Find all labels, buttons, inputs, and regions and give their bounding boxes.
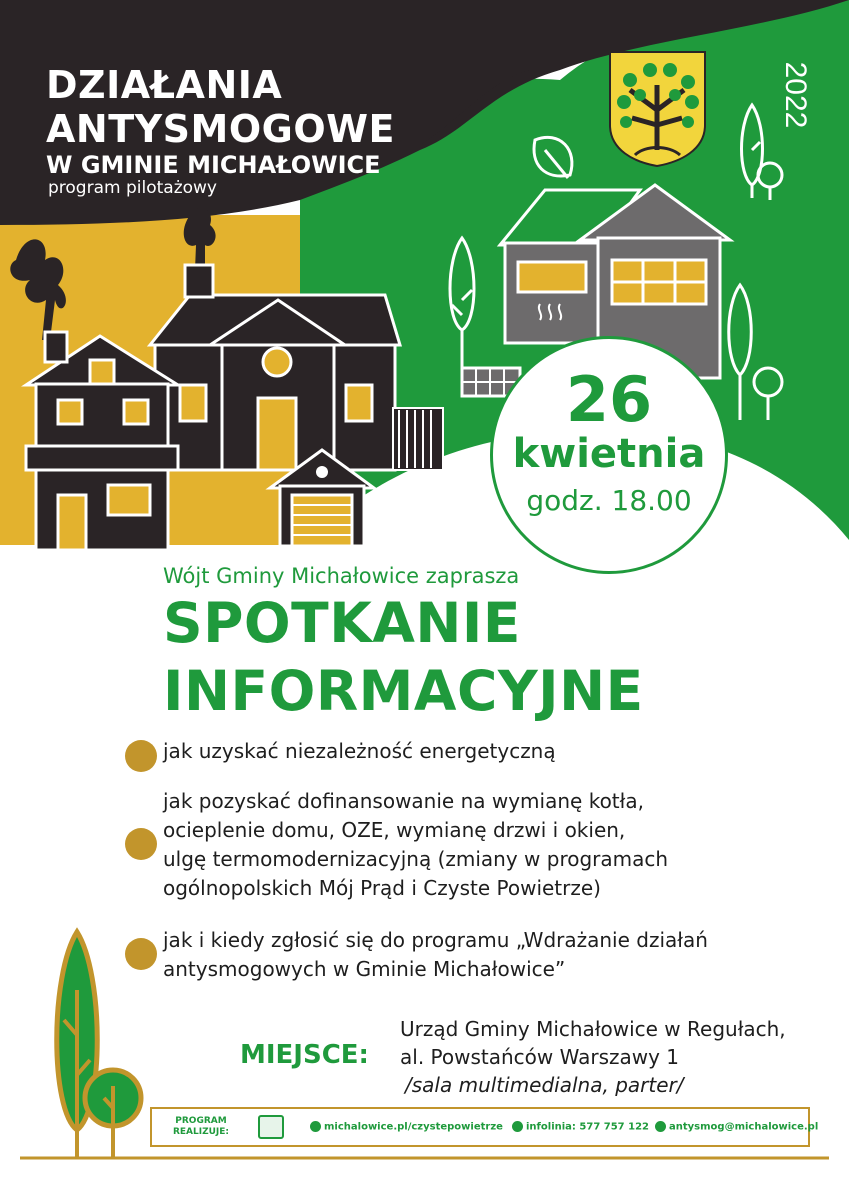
topic-line: antysmogowych w Gminie Michałowice” bbox=[163, 957, 566, 981]
partner-logo bbox=[258, 1115, 284, 1139]
event-title-line-2: INFORMACYJNE bbox=[163, 659, 644, 723]
topic-line: ulgę termomodernizacyjną (zmiany w programach bbox=[163, 847, 669, 871]
event-time: godz. 18.00 bbox=[526, 484, 692, 517]
email-icon bbox=[655, 1121, 666, 1132]
phone-icon bbox=[512, 1121, 523, 1132]
location-line-1: Urząd Gminy Michałowice w Regułach, bbox=[400, 1017, 786, 1041]
title-line-3: W GMINIE MICHAŁOWICE bbox=[46, 151, 381, 179]
topic-line: jak uzyskać niezależność energetyczną bbox=[163, 739, 556, 763]
bullet-dot bbox=[125, 740, 157, 772]
topic-item bbox=[163, 737, 556, 766]
topic-item bbox=[163, 787, 668, 903]
invitation-line: Wójt Gminy Michałowice zaprasza bbox=[163, 564, 520, 588]
footer-website[interactable] bbox=[310, 1121, 503, 1133]
date-day: 26 bbox=[565, 363, 653, 436]
location-label: MIEJSCE: bbox=[240, 1040, 369, 1070]
location-line-2: al. Powstańców Warszawy 1 bbox=[400, 1045, 680, 1069]
footer-bar bbox=[150, 1107, 819, 1147]
program-label bbox=[170, 1116, 232, 1138]
footer-email[interactable] bbox=[655, 1121, 818, 1133]
topic-line: jak i kiedy zgłosić się do programu „Wdrażanie działań bbox=[163, 928, 708, 952]
bullet-dot bbox=[125, 938, 157, 970]
program-label-line: PROGRAM bbox=[175, 1116, 227, 1126]
date-month: kwietnia bbox=[512, 431, 706, 477]
bullet-dot bbox=[125, 828, 157, 860]
location-line-3: /sala multimedialna, parter/ bbox=[405, 1073, 684, 1097]
footer-hotline[interactable] bbox=[512, 1121, 649, 1133]
program-label-line: REALIZUJE: bbox=[172, 1127, 230, 1137]
year-label: 2022 bbox=[779, 61, 812, 129]
topic-line: ocieplenie domu, OZE, wymianę drzwi i okien, bbox=[163, 818, 626, 842]
title-line-2: ANTYSMOGOWE bbox=[46, 107, 396, 151]
hotline-text: infolinia: 577 757 122 bbox=[526, 1121, 649, 1133]
website-text: michalowice.pl/czystepowietrze bbox=[324, 1121, 503, 1133]
title-line-1: DZIAŁANIA bbox=[46, 63, 283, 107]
coat-of-arms-icon bbox=[610, 52, 705, 166]
event-title-line-1: SPOTKANIE bbox=[163, 591, 521, 655]
topic-item bbox=[163, 926, 708, 984]
topic-line: ogólnopolskich Mój Prąd i Czyste Powietrze) bbox=[163, 876, 601, 900]
email-text: antysmog@michalowice.pl bbox=[669, 1121, 819, 1133]
globe-icon bbox=[310, 1121, 321, 1132]
topic-line: jak pozyskać dofinansowanie na wymianę kotła, bbox=[163, 789, 644, 813]
program-subtitle: program pilotażowy bbox=[48, 178, 217, 198]
date-badge bbox=[490, 336, 728, 574]
